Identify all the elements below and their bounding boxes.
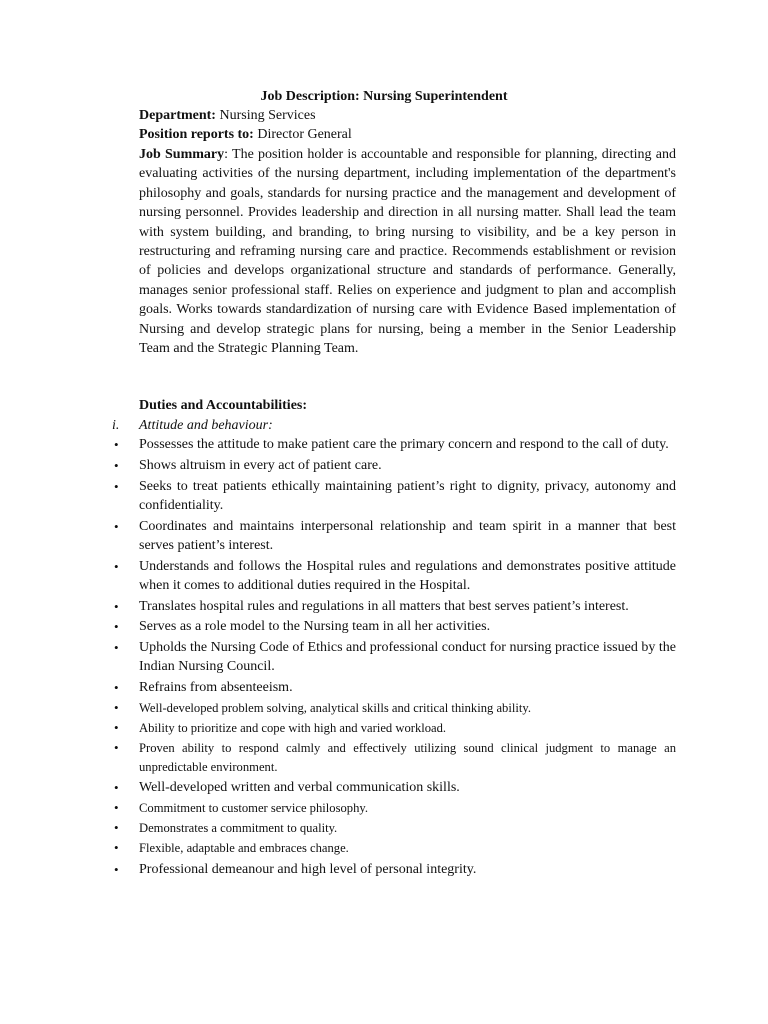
document-title <box>0 87 768 106</box>
bullet-icon: • <box>114 720 119 736</box>
reports-to-label: Position reports to: <box>139 127 254 142</box>
list-item: • Well-developed problem solving, analytical skills and critical thinking ability. <box>112 699 676 718</box>
section-number: i. <box>112 418 120 433</box>
list-item: • Demonstrates a commitment to quality. <box>112 819 676 838</box>
department-value: Nursing Services <box>215 108 316 123</box>
bullet-icon: • <box>114 740 119 756</box>
duties-heading: Duties and Accountabilities: <box>139 398 308 413</box>
list-item: • Shows altruism in every act of patient care. <box>112 456 676 475</box>
duties-list <box>112 435 676 880</box>
list-item: • Upholds the Nursing Code of Ethics and professional conduct for nursing practice issued by the Indian Nursing Council. <box>114 640 676 675</box>
bullet-icon: • <box>114 861 119 877</box>
job-summary <box>139 145 676 358</box>
bullet-icon: • <box>114 640 119 656</box>
job-summary-label: Job Summary <box>139 147 225 162</box>
list-item: • Flexible, adaptable and embraces change. <box>112 839 676 858</box>
list-item: • Possesses the attitude to make patient care the primary concern and respond to the call of duty. <box>112 435 676 454</box>
bullet-icon: • <box>114 799 119 815</box>
list-item: • Proven ability to respond calmly and effectively utilizing sound clinical judgment to manage an unpredictable environment. <box>114 740 676 774</box>
list-item: • Refrains from absenteeism. <box>112 678 676 697</box>
bullet-icon: • <box>114 680 119 696</box>
reports-to-line <box>139 125 676 144</box>
bullet-icon: • <box>114 558 119 574</box>
bullet-icon: • <box>114 518 119 534</box>
bullet-icon: • <box>114 840 119 856</box>
department-line <box>139 106 676 125</box>
list-item: • Well-developed written and verbal communication skills. <box>112 778 676 797</box>
bullet-icon: • <box>114 437 119 452</box>
section-title: Attitude and behaviour: <box>139 418 273 433</box>
list-item: • Seeks to treat patients ethically maintaining patient’s right to dignity, privacy, autonomy and confidentiality. <box>114 478 676 513</box>
bullet-icon: • <box>114 598 119 614</box>
list-item: • Understands and follows the Hospital rules and regulations and demonstrates positive attitude when it comes to additional duties required in the Hospital. <box>114 558 676 593</box>
bullet-icon: • <box>114 619 119 635</box>
list-item: • Commitment to customer service philosophy. <box>112 799 676 818</box>
list-item: • Coordinates and maintains interpersonal relationship and team spirit in a manner that best serves patient’s interest. <box>114 518 676 553</box>
department-label: Department: <box>139 108 216 123</box>
bullet-icon: • <box>114 478 119 494</box>
job-summary-text: : The position holder is accountable and responsible for planning, directing and evaluating activities of the nursing department, including implementation of the department's philosophy and goals, standards for nursing practice and the management and development of nursing personnel. Provides leadership and direction in all nursing matter. Shall lead the team with system building, and branding, to bring nursing to visibility, and be a key person in restructuring and reframing nursing care and practice. Recommends establishment or revision of policies and develops organizational structure and standards of performance. Generally, manages senior professional staff. Relies on experience and judgment to plan and accomplish goals. Works towards standardization of nursing care with Evidence Based implementation of Nursing and develop strategic plans for nursing, being a member in the Senior Leadership Team and the Strategic Planning Team. <box>139 147 676 357</box>
list-item: • Ability to prioritize and cope with high and varied workload. <box>112 719 676 738</box>
reports-to-value: Director General <box>253 127 352 142</box>
list-item: • Professional demeanour and high level of personal integrity. <box>112 860 676 879</box>
list-item: • Serves as a role model to the Nursing team in all her activities. <box>112 617 676 636</box>
document-title-text: Job Description: Nursing Superintendent <box>260 89 508 104</box>
bullet-icon: • <box>114 457 119 473</box>
list-item: • Translates hospital rules and regulations in all matters that best serves patient’s interest. <box>112 597 676 616</box>
bullet-icon: • <box>114 780 119 796</box>
section-heading <box>112 416 672 435</box>
bullet-icon: • <box>114 820 119 836</box>
bullet-icon: • <box>114 699 119 715</box>
